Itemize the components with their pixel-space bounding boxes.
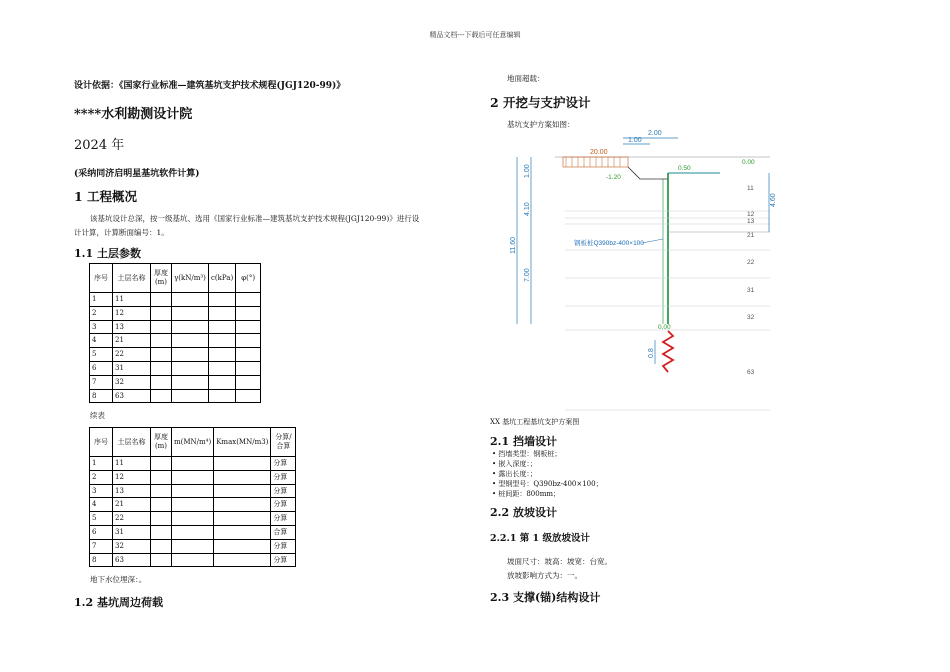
organization-name: ****水利勘测设计院 — [74, 107, 193, 122]
table-row — [90, 484, 296, 498]
dim-text-7-00: 7.00 — [524, 268, 531, 282]
cell — [214, 498, 271, 512]
table-row — [90, 306, 261, 320]
cell-index: 5 — [90, 348, 113, 362]
cell-index: 8 — [90, 389, 113, 403]
level-0-50: 0.50 — [678, 165, 691, 172]
col-header-thickness: 厚度(m) — [151, 428, 172, 457]
slope-influence: 放坡影响方式为：一。 — [507, 571, 582, 580]
cell — [236, 306, 261, 320]
cell — [236, 320, 261, 334]
cell — [236, 293, 261, 307]
table-row — [90, 457, 296, 471]
section-1-2-title: 1.2 基坑周边荷载 — [74, 596, 163, 609]
layer-label-31: 31 — [747, 287, 755, 294]
table-row — [90, 375, 261, 389]
cell-soil: 32 — [113, 375, 151, 389]
table-row — [90, 348, 261, 362]
table-header-row — [90, 428, 296, 457]
soil-parameter-table — [89, 263, 261, 403]
level-0-00-right: 0.00 — [742, 159, 755, 166]
dim-text-total: 11.60 — [510, 237, 517, 254]
table-row — [90, 361, 261, 375]
cell-soil: 22 — [113, 348, 151, 362]
dim-text-0-8: 0.8 — [648, 348, 655, 358]
table-row — [90, 320, 261, 334]
col-header-soil-name: 土层名称 — [113, 428, 151, 457]
layer-label-12: 12 — [747, 211, 755, 218]
table-row — [90, 389, 261, 403]
cell-soil: 13 — [113, 484, 151, 498]
cell-soil: 13 — [113, 320, 151, 334]
cell-index: 3 — [90, 484, 113, 498]
cell-index: 6 — [90, 525, 113, 539]
section-2-2-1-title: 2.2.1 第 1 级放坡设计 — [490, 533, 590, 544]
figure-caption: XX 基坑工程基坑支护方案图 — [490, 418, 580, 426]
cell-index: 3 — [90, 320, 113, 334]
cell — [172, 334, 209, 348]
cell — [151, 375, 172, 389]
cell — [172, 457, 214, 471]
page-header: 精品文档---下载后可任意编辑 — [429, 31, 521, 39]
cell — [236, 334, 261, 348]
report-year: 2024 年 — [74, 138, 125, 153]
software-note: (采纳同济启明星基坑软件计算) — [74, 169, 200, 179]
cell-soil: 12 — [113, 306, 151, 320]
cell — [209, 375, 236, 389]
cell — [151, 334, 172, 348]
col-header-friction: φ(°) — [236, 264, 261, 293]
cell — [209, 320, 236, 334]
cell-soil: 63 — [113, 389, 151, 403]
dim-text-4-60: 4.60 — [770, 193, 777, 207]
cell — [172, 348, 209, 362]
dim-text-4-10: 4.10 — [524, 202, 531, 216]
cell-calc-mode: 分算 — [271, 553, 296, 567]
retaining-wall-list — [492, 449, 603, 499]
col-header-calc-mode: 分算/合算 — [271, 428, 296, 457]
table-row — [90, 539, 296, 553]
cell-soil: 11 — [113, 457, 151, 471]
dim-text-1-00-top: 1.00 — [628, 137, 642, 144]
list-item: • 型钢型号：Q390bz-400×100； — [492, 480, 603, 488]
slope-size: 坡面尺寸：坡高：坡宽：台宽。 — [507, 557, 612, 566]
surcharge-load-zone — [563, 157, 628, 167]
cell — [214, 553, 271, 567]
section-1-body-line1: 该基坑设计总深，按一级基坑、选用《国家行业标准—建筑基坑支护技术规程(JGJ120-99)》进行设 — [90, 214, 420, 223]
sheet-pile-label: 钢板桩Q390bz-400×100 — [574, 240, 644, 247]
cell — [151, 320, 172, 334]
table-row — [90, 525, 296, 539]
cell — [151, 457, 172, 471]
cell — [151, 512, 172, 526]
dim-text-2-00: 2.00 — [648, 130, 662, 137]
cell-calc-mode: 分算 — [271, 539, 296, 553]
level-0-00-bottom: 0.00 — [658, 324, 671, 331]
cell-index: 5 — [90, 512, 113, 526]
cell — [151, 553, 172, 567]
embedment-profile — [663, 331, 673, 372]
table-row — [90, 334, 261, 348]
cell — [172, 553, 214, 567]
cell-calc-mode: 合算 — [271, 525, 296, 539]
cell — [236, 348, 261, 362]
table-row — [90, 470, 296, 484]
table-row — [90, 293, 261, 307]
cell — [209, 361, 236, 375]
cell-calc-mode: 分算 — [271, 484, 296, 498]
cell — [151, 348, 172, 362]
col-header-index: 序号 — [90, 428, 113, 457]
cell — [209, 389, 236, 403]
design-basis: 设计依据：《国家行业标准—建筑基坑支护技术规程(JGJ120-99)》 — [74, 81, 346, 91]
layer-label-22: 22 — [747, 259, 755, 266]
cell-soil: 21 — [113, 498, 151, 512]
cell — [209, 293, 236, 307]
cell-soil: 31 — [113, 525, 151, 539]
surcharge-hatch — [566, 157, 620, 167]
cell — [172, 293, 209, 307]
layer-label-63: 63 — [747, 369, 755, 376]
cell — [172, 470, 214, 484]
cell — [151, 389, 172, 403]
slope-profile — [628, 167, 668, 179]
cell — [172, 389, 209, 403]
list-item: • 挡墙类型：钢板桩； — [492, 450, 562, 458]
cell-index: 7 — [90, 539, 113, 553]
layer-label-32: 32 — [747, 314, 755, 321]
cell — [151, 293, 172, 307]
cell-soil: 31 — [113, 361, 151, 375]
col-header-index: 序号 — [90, 264, 113, 293]
section-2-1-title: 2.1 挡墙设计 — [490, 435, 557, 448]
list-item: • 嵌入深度：； — [492, 460, 537, 468]
dim-text-1-00: 1.00 — [524, 164, 531, 178]
section-2-3-title: 2.3 支撑(锚)结构设计 — [490, 591, 601, 604]
soil-parameter-table-continued — [89, 427, 296, 567]
col-header-m-value: m(MN/m⁴) — [172, 428, 214, 457]
cell — [172, 498, 214, 512]
cell — [209, 306, 236, 320]
cell-calc-mode: 分算 — [271, 457, 296, 471]
section-2-title: 2 开挖与支护设计 — [490, 95, 591, 110]
cell — [236, 375, 261, 389]
cell-calc-mode: 分算 — [271, 498, 296, 512]
cell — [214, 484, 271, 498]
cell-soil: 21 — [113, 334, 151, 348]
section-1-title: 1 工程概况 — [74, 189, 138, 204]
cell-soil: 12 — [113, 470, 151, 484]
cell-index: 7 — [90, 375, 113, 389]
list-item: • 露出长度：； — [492, 470, 537, 478]
section-1-1-title: 1.1 土层参数 — [74, 247, 141, 260]
cell — [236, 361, 261, 375]
groundwater-depth: 地下水位埋深：。 — [90, 575, 147, 584]
cell-index: 1 — [90, 293, 113, 307]
cell-index: 8 — [90, 553, 113, 567]
col-header-soil-name: 土层名称 — [113, 264, 151, 293]
section-2-2-title: 2.2 放坡设计 — [490, 506, 557, 519]
cell-index: 6 — [90, 361, 113, 375]
col-header-thickness: 厚度(m) — [151, 264, 172, 293]
ground-overload: 地面超载： — [507, 74, 545, 83]
cell-soil: 32 — [113, 539, 151, 553]
cell — [151, 484, 172, 498]
support-scheme-figure — [490, 126, 780, 418]
cell-calc-mode: 分算 — [271, 512, 296, 526]
cell — [172, 539, 214, 553]
surcharge-value: 20.00 — [590, 149, 608, 156]
cell — [209, 334, 236, 348]
level-minus-1-20: -1.20 — [606, 174, 621, 181]
cell — [172, 361, 209, 375]
cell-calc-mode: 分算 — [271, 470, 296, 484]
cell-index: 4 — [90, 498, 113, 512]
cell — [236, 389, 261, 403]
cell — [151, 306, 172, 320]
cell — [151, 539, 172, 553]
cell — [172, 484, 214, 498]
layer-label-11: 11 — [747, 185, 754, 192]
layer-label-21: 21 — [747, 232, 755, 239]
cell — [214, 525, 271, 539]
cell — [172, 512, 214, 526]
cell-index: 2 — [90, 470, 113, 484]
cell — [172, 320, 209, 334]
cell-soil: 63 — [113, 553, 151, 567]
table-header-row — [90, 264, 261, 293]
col-header-unit-weight: γ(kN/m³) — [172, 264, 209, 293]
cell — [209, 348, 236, 362]
cell — [172, 525, 214, 539]
cell-index: 1 — [90, 457, 113, 471]
cell — [172, 375, 209, 389]
cell — [151, 470, 172, 484]
cell — [151, 498, 172, 512]
cell-soil: 22 — [113, 512, 151, 526]
cell-index: 4 — [90, 334, 113, 348]
cell — [214, 470, 271, 484]
cell — [151, 361, 172, 375]
list-item: • 桩间距：800mm； — [492, 490, 560, 498]
cell — [172, 306, 209, 320]
table-row — [90, 512, 296, 526]
col-header-cohesion: c(kPa) — [209, 264, 236, 293]
table-row — [90, 553, 296, 567]
cell — [214, 457, 271, 471]
sheet-pile-leader — [642, 239, 663, 243]
cell-index: 2 — [90, 306, 113, 320]
cell-soil: 11 — [113, 293, 151, 307]
col-header-kmax: Kmax(MN/m3) — [214, 428, 271, 457]
cell — [214, 512, 271, 526]
cell — [151, 525, 172, 539]
layer-label-13: 13 — [747, 218, 755, 225]
section-1-body-line2: 计计算，计算断面编号：1。 — [74, 228, 169, 237]
table-row — [90, 498, 296, 512]
section-2-body: 基坑支护方案如图： — [507, 120, 575, 129]
table-continued-label: 续表 — [90, 411, 105, 420]
cell — [214, 539, 271, 553]
